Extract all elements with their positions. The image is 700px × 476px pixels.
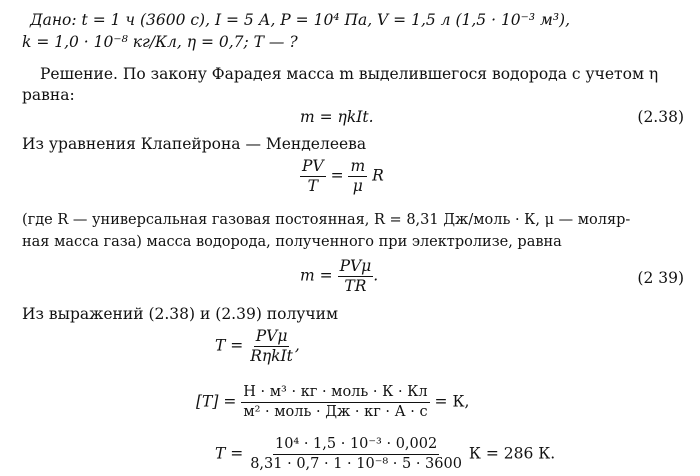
equation-temperature [215,328,300,365]
where-line-1: (где R — универсальная газовая постоянная, R = 8,31 Дж/моль · К, μ — моляр- [22,212,631,228]
equation-tail: , [294,336,300,355]
equation-number-2-39: (2 39) [637,269,684,287]
fraction-numerator: Н · м³ · кг · моль · К · Кл [241,384,429,403]
fraction-denominator: T [307,177,318,195]
equation-lhs: T = [215,444,244,463]
fraction-denominator: TR [344,277,367,295]
fraction-numerator: PV [302,157,324,175]
gas-constant-symbol: R [372,166,384,185]
equation-lhs: T = [215,336,244,355]
equation-lhs: m = [300,266,333,285]
equation-tail: = К, [434,392,470,411]
equation-clapeyron: $\frac{PV}{T}$ = $\frac{m}{\mu}$ R [302,157,384,195]
fraction-denominator: RηkIt [250,347,293,365]
solution-intro-line-2: равна: [22,86,75,104]
derivation-heading: Из выражений (2.38) и (2.39) получим [22,305,339,323]
equation-tail: . [373,266,379,285]
equation-result: К = 286 К. [468,444,556,463]
fraction-numerator: 10⁴ · 1,5 · 10⁻³ · 0,002 [273,436,439,455]
fraction-denominator: 8,31 · 0,7 · 1 · 10⁻⁸ · 5 · 3600 [250,456,462,472]
pvmu-over-tr-fraction [338,258,374,295]
fraction-numerator: PVμ [339,257,372,275]
fraction-denominator: м² · моль · Дж · кг · А · с [243,404,428,420]
clapeyron-heading: Из уравнения Клапейрона — Менделеева [22,135,367,153]
given-line-2: k = 1,0 · 10⁻⁸ кг/Кл, η = 0,7; T — ? [22,33,298,51]
fraction-numerator: PVμ [255,327,288,345]
equation-number-2-38: (2.38) [637,108,684,126]
equation-2-38: m = ηkIt. [300,108,374,126]
fraction-numerator: m [350,157,366,175]
temperature-fraction [248,328,295,365]
equation-lhs: [T] = [196,392,237,411]
units-fraction [241,384,429,421]
numeric-fraction [248,436,464,473]
equation-units [196,384,469,421]
equation-2-39 [300,258,378,295]
where-line-2: ная масса газа) масса водорода, полученного при электролизе, равна [22,234,562,250]
given-line-1: Дано: t = 1 ч (3600 с), I = 5 А, P = 10⁴ Па, V = 1,5 л (1,5 · 10⁻³ м³), [30,11,571,29]
equation-numeric [215,436,555,473]
m-over-mu-fraction [348,158,367,195]
solution-intro-line-1: Решение. По закону Фарадея масса m выделившегося водорода с учетом η [40,65,659,83]
fraction-denominator: μ [352,177,363,195]
pv-over-t-fraction [300,158,326,195]
